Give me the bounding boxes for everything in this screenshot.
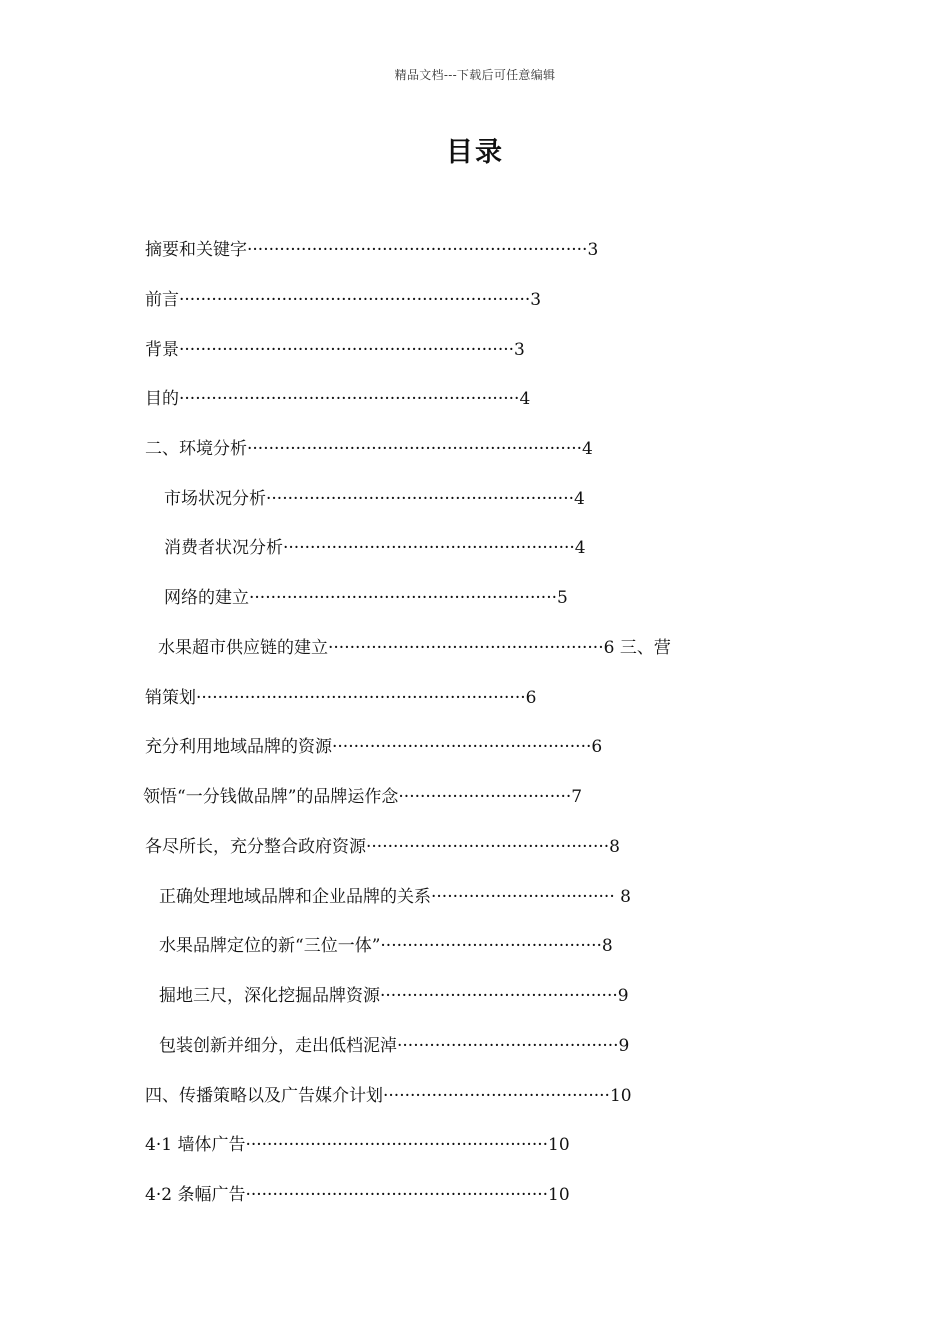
toc-entry: 包装创新并细分，走出低档泥淖·········································9 xyxy=(159,1036,630,1056)
toc-entry: 掘地三尺，深化挖掘品牌资源············································9 xyxy=(159,986,629,1006)
toc-entry: 摘要和关键字·······························································3 xyxy=(145,240,599,260)
toc-entry: 4·2 条幅广告························································10 xyxy=(145,1185,570,1205)
toc-entry: 各尽所长，充分整合政府资源·············································8 xyxy=(145,837,620,857)
toc-entry: 4·1 墙体广告························································10 xyxy=(145,1135,570,1155)
toc-entry: 销策划·····························································6 xyxy=(145,688,537,708)
toc-entry: 消费者状况分析······················································4 xyxy=(164,538,586,558)
toc-entry: 领悟“一分钱做品牌”的品牌运作念································7 xyxy=(143,787,583,807)
toc-entry: 市场状况分析·························································4 xyxy=(164,489,585,509)
toc-entry: 水果品牌定位的新“三位一体”·········································8 xyxy=(159,936,613,956)
toc-entry: 水果超市供应链的建立···················································6 三、营 xyxy=(158,638,671,658)
toc-entry: 网络的建立·························································5 xyxy=(164,588,568,608)
toc-entry: 背景······························································3 xyxy=(145,340,525,360)
toc-entry: 前言·································································3 xyxy=(145,290,542,310)
toc-entry: 正确处理地域品牌和企业品牌的关系·································· 8 xyxy=(159,887,631,907)
toc-entry: 充分利用地域品牌的资源················································6 xyxy=(145,737,603,757)
page-header: 精品文档---下载后可任意编辑 xyxy=(394,68,556,82)
toc-entry: 四、传播策略以及广告媒介计划··········································10 xyxy=(145,1086,632,1106)
toc-entry: 二、环境分析······························································4 xyxy=(145,439,593,459)
page-title: 目录 xyxy=(446,137,504,168)
toc-entry: 目的·······························································4 xyxy=(145,389,531,409)
